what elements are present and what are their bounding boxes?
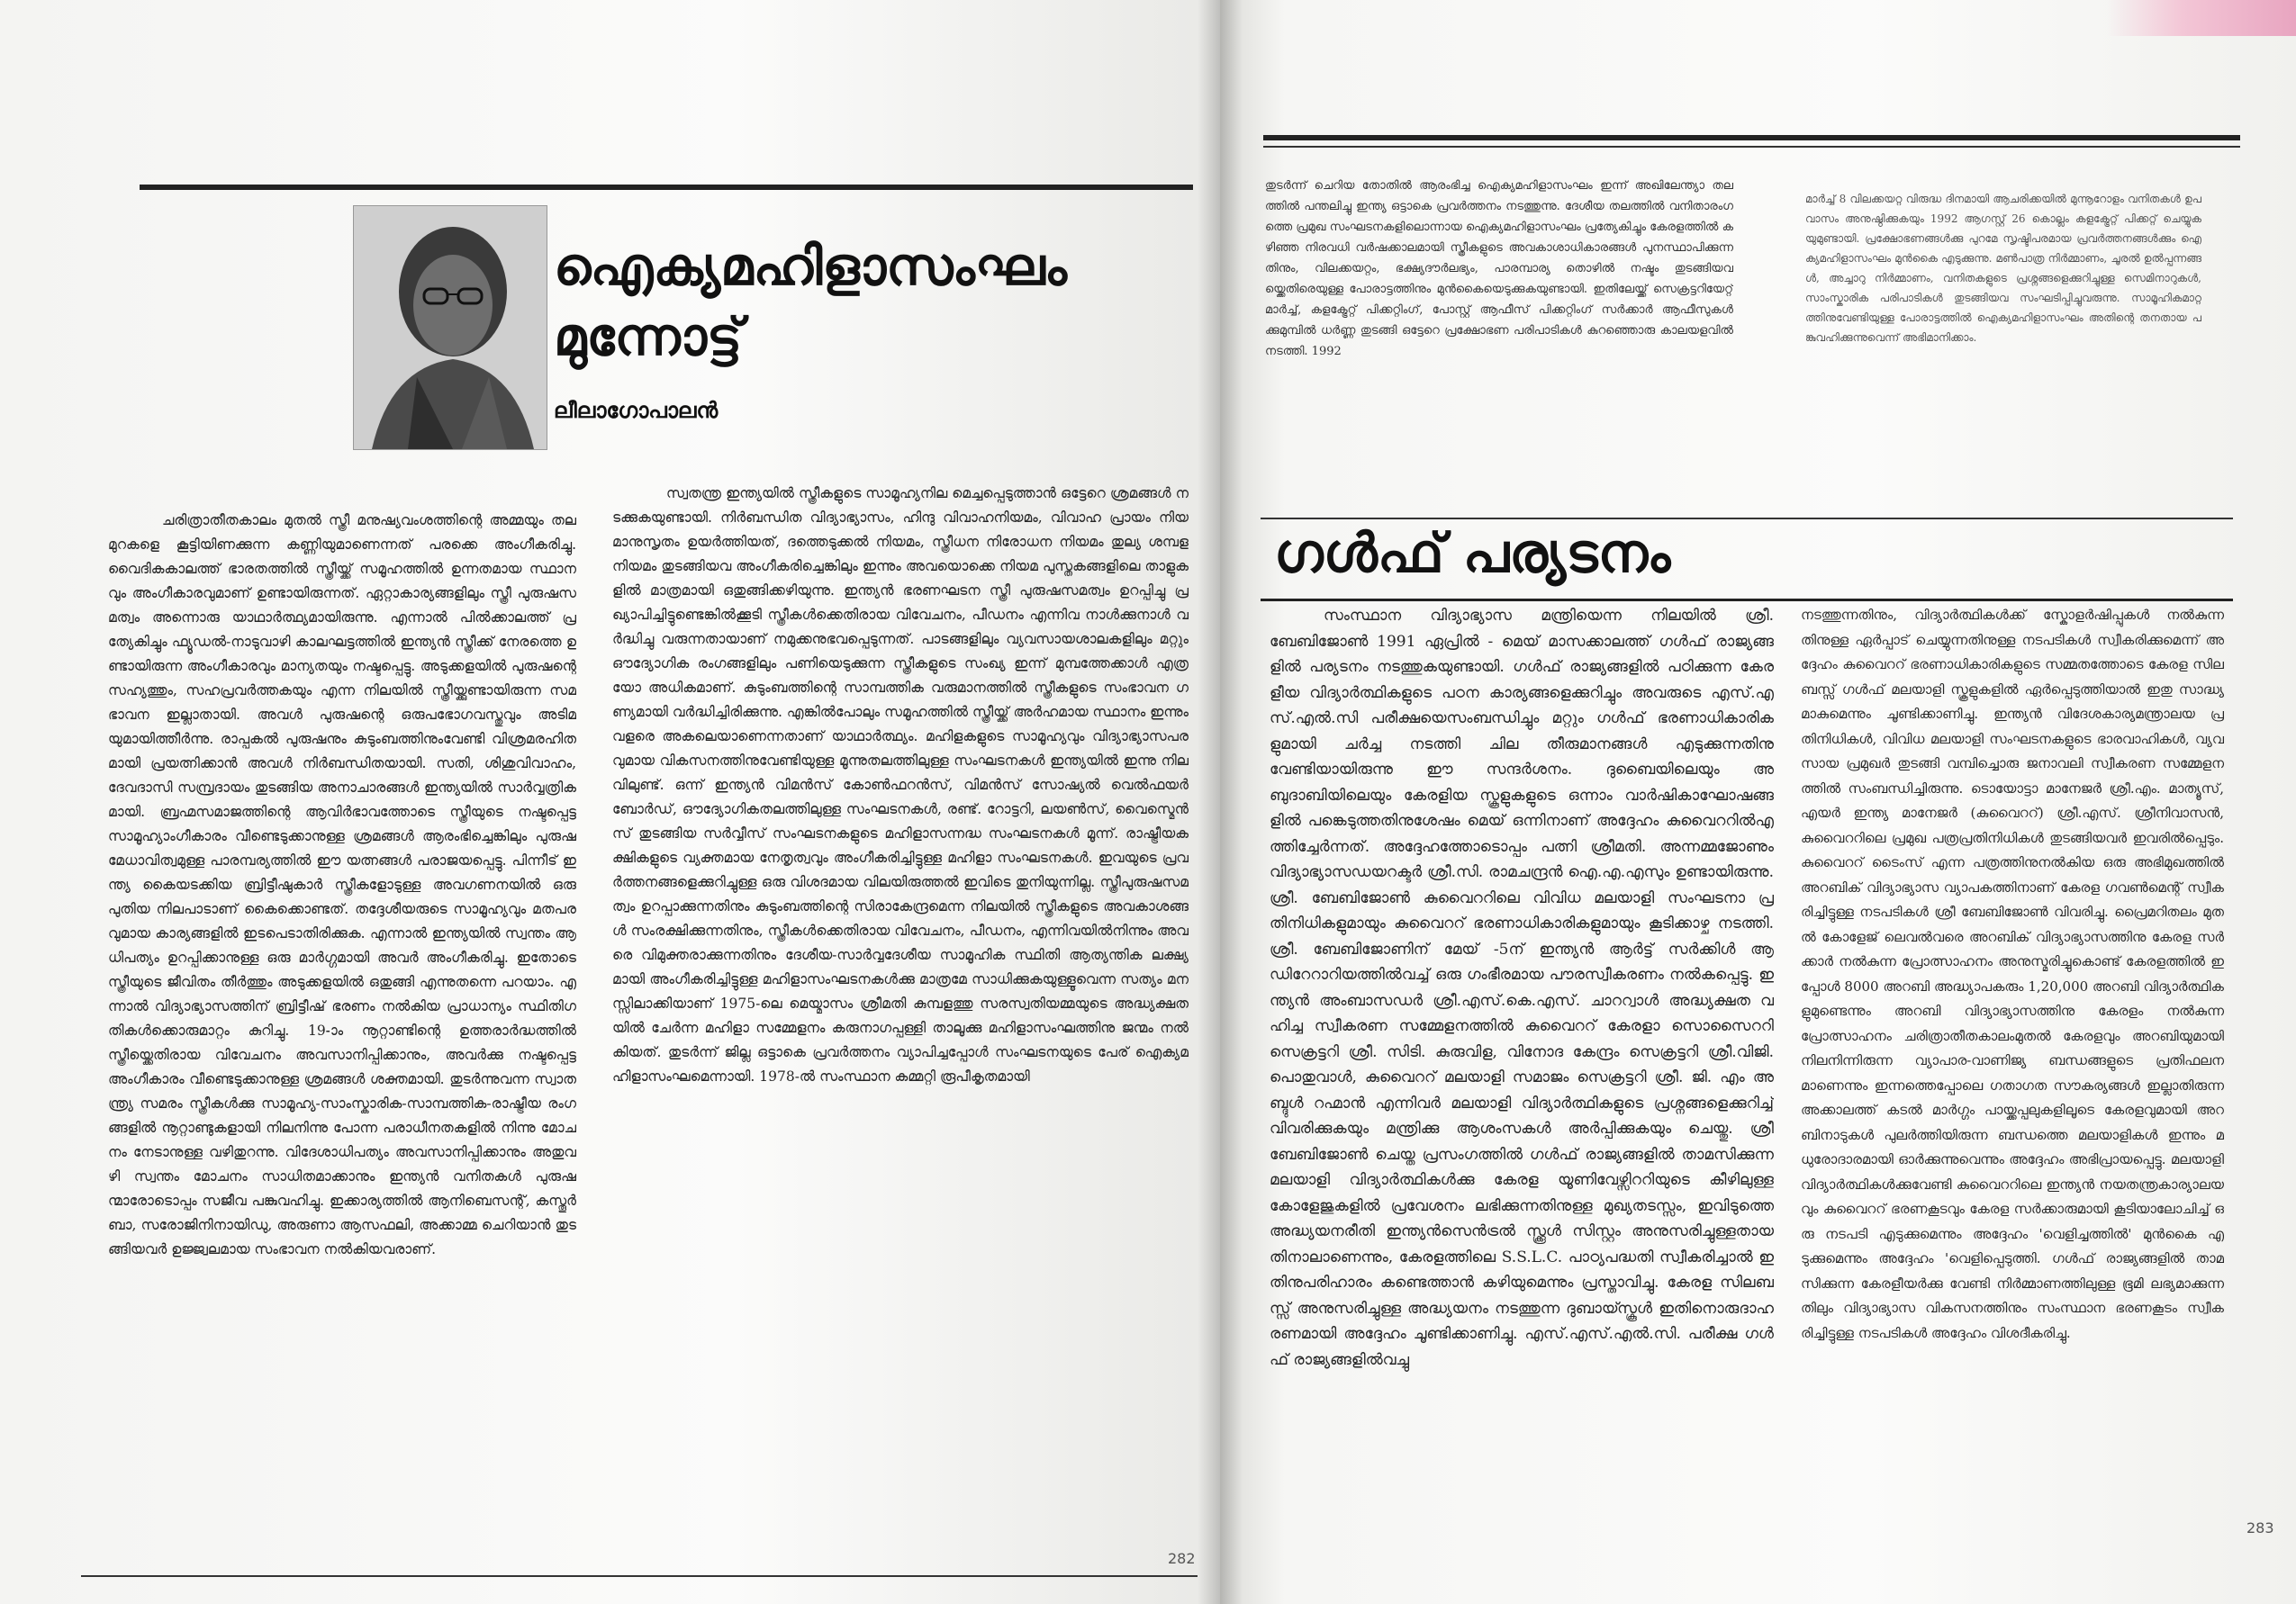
right-top-column-2-text: മാർച്ച് 8 വിലക്കയറ്റ വിരുദ്ധ ദിനമായി ആചരിക്കയിൽ മുന്നൂറോളം വനിതകൾ ഉപവാസം അനുഷ്ഠിക്കുകയും 1992 ആഗസ്റ്റ് 26 കൊല്ലം കളക്ട്രേറ്റ് പിക്കറ്റ് ചെയ്യുകയുമുണ്ടായി. പ്രക്ഷോഭണങ്ങൾക്കു പുറമേ സൃഷ്ടിപരമായ പ്രവർത്തനങ്ങൾക്കും ഐക്യമഹിളാസംഘം മുൻകൈ എടുക്കുന്നു. മൺപാത്ര നിർമ്മാണം, ചൂരൽ ഉൽപ്പന്നങ്ങൾ, അച്ചാറു നിർമ്മാണം, വനിതകളുടെ പ്രശ്നങ്ങളെക്കുറിച്ചുള്ള സെമിനാറുകൾ, സാംസ്കാരിക പരിപാടികൾ തുടങ്ങിയവ സംഘടിപ്പിച്ചുവരുന്നു. സാമൂഹികമാറ്റത്തിനുവേണ്ടിയുള്ള പോരാട്ടത്തിൽ ഐക്യമഹിളാസംഘം അതിന്റെ തനതായ പങ്കുവഹിക്കുന്നുവെന്ന് അഭിമാനിക്കാം.	[1805, 193, 2201, 344]
right-top-column-1-text: തുടർന്ന് ചെറിയ തോതിൽ ആരംഭിച്ച ഐക്യമഹിളാസംഘം ഇന്ന് അഖിലേന്ത്യാ തലത്തിൽ പന്തലിച്ചു ഇന്ത്യ ഒട്ടാകെ പ്രവർത്തനം നടത്തുന്നു. ദേശീയ തലത്തിൽ വനിതാരംഗത്തെ പ്രമുഖ സംഘടനകളിലൊന്നായ ഐക്യമഹിളാസംഘം പ്രത്യേകിച്ചും കേരളത്തിൽ കഴിഞ്ഞ നിരവധി വർഷക്കാലമായി സ്ത്രീകളുടെ അവകാശാധികാരങ്ങൾ പുനസ്ഥാപിക്കുന്നതിനും, വിലക്കയറ്റം, ഭക്ഷ്യദൗർലഭ്യം, പാരമ്പാര്യ തൊഴിൽ നഷ്ടം തുടങ്ങിയവയ്ക്കെതിരെയുള്ള പോരാട്ടത്തിനും മുൻകൈയെടുക്കുകയുണ്ടായി. ഇതിലേയ്ക്ക് സെക്രട്ടറിയേറ്റ് മാർച്ച്, കളക്ട്രേറ്റ് പിക്കറ്റിംഗ്, പോസ്റ്റ് ആഫീസ് പിക്കറ്റിംഗ് സർക്കാർ ആഫീസുകൾക്കുമുമ്പിൽ ധർണ്ണ തുടങ്ങി ഒട്ടേറെ പ്രക്ഷോഭണ പരിപാടികൾ കുറഞ്ഞൊരു കാലയളവിൽ നടത്തി. 1992	[1265, 179, 1733, 358]
left-column-2	[612, 482, 1189, 1544]
book-gutter	[1198, 0, 1243, 1604]
left-column-1	[108, 509, 576, 1571]
right-page	[1220, 0, 2296, 1604]
author-portrait-image	[354, 206, 547, 449]
right-top-rule-thin	[1263, 146, 2240, 148]
article-title-line1: ഐക്യമഹിളാസംഘം	[554, 236, 1067, 297]
background-pink-corner	[2107, 0, 2296, 36]
right-column-2	[1801, 603, 2224, 1539]
byline: ലീലാഗോപാലൻ	[554, 398, 719, 423]
right-top-column-1	[1265, 176, 1733, 504]
author-photo	[353, 205, 547, 450]
article-title	[554, 236, 1067, 367]
left-column-1-text: ചരിത്രാതീതകാലം മുതൽ സ്ത്രീ മനുഷ്യവംശത്തിന്റെ അമ്മയും തലമുറകളെ കൂട്ടിയിണക്കുന്ന കണ്ണിയുമാണെന്നത് പരക്കെ അംഗീകരിച്ചു. വൈദികകാലത്ത് ഭാരതത്തിൽ സ്ത്രീയ്ക്ക് സമൂഹത്തിൽ ഉന്നതമായ സ്ഥാനവും അംഗീകാരവുമാണ് ഉണ്ടായിരുന്നത്. ഏറ്റാകാര്യങ്ങളിലും സ്ത്രീ പുരുഷസമത്വം അന്നൊരു യാഥാർത്ഥ്യമായിരുന്നു. എന്നാൽ പിൽക്കാലത്ത് പ്രത്യേകിച്ചും ഫ്യൂഡൽ-നാടുവാഴി കാലഘട്ടത്തിൽ ഇന്ത്യൻ സ്ത്രീക്ക് നേരത്തെ ഉണ്ടായിരുന്ന അംഗീകാരവും മാന്യതയും നഷ്ടപ്പെട്ടു. അടുക്കളയിൽ പുരുഷന്റെ സഹ്യത്തും, സഹപ്രവർത്തകയും എന്ന നിലയിൽ സ്ത്രീയ്ക്കുണ്ടായിരുന്ന സമഭാവന ഇല്ലാതായി. അവൾ പുരുഷന്റെ ഒരുപഭോഗവസ്തുവും അടിമയുമായിത്തീർന്നു. രാപ്പകൽ പുരുഷനും കുടുംബത്തിനുംവേണ്ടി വിശ്രമരഹിതമായി പ്രയത്നിക്കാൻ അവൾ നിർബന്ധിതയായി. സതി, ശിശുവിവാഹം, ദേവദാസി സമ്പ്രദായം തുടങ്ങിയ അനാചാരങ്ങൾ ഇന്ത്യയിൽ സാർവ്വത്രികമായി. ബ്രഹ്മസമാജത്തിന്റെ ആവിർഭാവത്തോടെ സ്ത്രീയുടെ നഷ്ടപ്പെട്ട സാമൂഹ്യാംഗീകാരം വീണ്ടെടുക്കാനുള്ള ശ്രമങ്ങൾ ആരംഭിച്ചെങ്കിലും പുരുഷമേധാവിത്വമുള്ള പാരമ്പര്യത്തിൽ ഈ യത്നങ്ങൾ പരാജയപ്പെട്ടു. പിന്നീട് ഇന്ത്യ കൈയടക്കിയ ബ്രിട്ടീഷുകാർ സ്ത്രീകളോടുള്ള അവഗണനയിൽ ഒരു പുതിയ നിലപാടാണ് കൈക്കൊണ്ടത്. തദ്ദേശീയരുടെ സാമൂഹ്യവും മതപരവുമായ കാര്യങ്ങളിൽ ഇടപെടാതിരിക്കുക. എന്നാൽ ഇന്ത്യയിൽ സ്വന്തം ആധിപത്യം ഉറപ്പിക്കാനുള്ള ഒരു മാർഗ്ഗമായി അവർ അംഗീകരിച്ചു. ഇതോടെ സ്ത്രീയുടെ ജീവിതം തീർത്തും അടുക്കളയിൽ ഒതുങ്ങി എന്നുതന്നെ പറയാം. എന്നാൽ വിദ്യാഭ്യാസത്തിന് ബ്രിട്ടീഷ് ഭരണം നൽകിയ പ്രാധാന്യം സ്ഥിതിഗതികൾക്കൊരുമാറ്റം കുറിച്ചു. 19-ാം നൂറ്റാണ്ടിന്റെ ഉത്തരാർദ്ധത്തിൽ സ്ത്രീയ്ക്കെതിരായ വിവേചനം അവസാനിപ്പിക്കാനും, അവർക്കു നഷ്ടപ്പെട്ട അംഗീകാരം വീണ്ടെടുക്കാനുള്ള ശ്രമങ്ങൾ ശക്തമായി. തുടർന്നുവന്ന സ്വാതന്ത്ര്യ സമരം സ്ത്രീകൾക്കു സാമൂഹ്യ-സാംസ്കാരിക-സാമ്പത്തിക-രാഷ്ട്രീയ രംഗങ്ങളിൽ നൂറ്റാണ്ടുകളായി നിലനിന്നു പോന്ന പരാധീനതകളിൽ നിന്നു മോചനം നേടാനുള്ള വഴിതുറന്നു. വിദേശാധിപത്യം അവസാനിപ്പിക്കാനും അതുവഴി സ്വന്തം മോചനം സാധിതമാക്കാനും ഇന്ത്യൻ വനിതകൾ പുരുഷന്മാരോടൊപ്പം സജീവ പങ്കുവഹിച്ചു. ഇക്കാര്യത്തിൽ ആനിബെസന്റ്, കസ്തൂർബാ, സരോജിനിനായിഡു, അരുണാ ആസഫലി, അക്കാമ്മ ചെറിയാൻ തുടങ്ങിയവർ ഉജ്ജ്വലമായ സംഭാവന നൽകിയവരാണ്.	[108, 512, 576, 1257]
left-bottom-rule	[81, 1575, 1198, 1577]
section-title: ഗൾഫ് പര്യടനം	[1274, 522, 1671, 585]
right-column-1-text: സംസ്ഥാന വിദ്യാഭ്യാസ മന്ത്രിയെന്ന നിലയിൽ ശ്രീ. ബേബിജോൺ 1991 ഏപ്രിൽ - മെയ് മാസക്കാലത്ത് ഗൾഫ് രാജ്യങ്ങളിൽ പര്യടനം നടത്തുകയുണ്ടായി. ഗൾഫ് രാജ്യങ്ങളിൽ പഠിക്കുന്ന കേരളീയ വിദ്യാർത്ഥികളുടെ പഠന കാര്യങ്ങളെക്കുറിച്ചും അവരുടെ എസ്.എസ്.എൽ.സി പരീക്ഷയെസംബന്ധിച്ചും മറ്റും ഗൾഫ് ഭരണാധികാരികളുമായി ചർച്ച നടത്തി ചില തീരുമാനങ്ങൾ എടുക്കുന്നതിനു വേണ്ടിയായിരുന്നു ഈ സന്ദർശനം. ദുബൈയിലെയും അബുദാബിയിലെയും കേരളിയ സ്കൂളുകളുടെ ഒന്നാം വാർഷികാഘോഷങ്ങളിൽ പങ്കെടുത്തതിനുശേഷം മെയ് ഒന്നിനാണ് അദ്ദേഹം കുവൈററിൽഎത്തിച്ചേർന്നത്. അദ്ദേഹത്തോടൊപ്പം പത്നി ശ്രീമതി. അന്നമ്മജോണും വിദ്യാഭ്യാസഡയറക്ടർ ശ്രീ.സി. രാമചന്ദ്രൻ ഐ.എ.എസും ഉണ്ടായിരുന്നു. ശ്രീ. ബേബിജോൺ കുവൈററിലെ വിവിധ മലയാളി സംഘടനാ പ്രതിനിധികളുമായും കുവൈററ് ഭരണാധികാരികളുമായും കൂടിക്കാഴ്ച നടത്തി. ശ്രീ. ബേബിജോണിന് മേയ് -5ന് ഇന്ത്യൻ ആർട്ട് സർക്കിൾ ആഡിറേറാറിയത്തിൽവച്ച് ഒരു ഗംഭീരമായ പൗരസ്വീകരണം നൽകപ്പെട്ടു. ഇന്ത്യൻ അംബാസഡർ ശ്രീ.എസ്.കെ.എസ്. ചാററ്വാൾ അദ്ധ്യക്ഷത വഹിച്ച സ്വീകരണ സമ്മേളനത്തിൽ കുവൈററ് കേരളാ സൊസൈററി സെക്രട്ടറി ശ്രീ. സിടി. കുരുവിള, വിനോദ കേന്ദ്രം സെക്രട്ടറി ശ്രീ.വിജി. പൊതുവാൾ, കുവൈററ് മലയാളി സമാജം സെക്രട്ടറി ശ്രീ. ജി. എം അബ്ദുൾ റഹ്മാൻ എന്നിവർ മലയാളി വിദ്യാർത്ഥികളുടെ പ്രശ്നങ്ങളെക്കുറിച്ച് വിവരിക്കുകയും മന്ത്രിക്കു ആശംസകൾ അർപ്പിക്കുകയും ചെയ്തു. ശ്രീ ബേബിജോൺ ചെയ്ത പ്രസംഗത്തിൽ ഗൾഫ് രാജ്യങ്ങളിൽ താമസിക്കുന്ന മലയാളി വിദ്യാർത്ഥികൾക്കു കേരള യൂണിവേഴ്സിററിയുടെ കീഴിലുള്ള കോളേജുകളിൽ പ്രവേശനം ലഭിക്കുന്നതിനുള്ള മുഖ്യതടസ്സം, ഇവിടുത്തെ അദ്ധ്യയനരീതി ഇന്ത്യൻസെൻട്രൽ സ്ക്കൂൾ സിസ്റ്റം അനുസരിച്ചുള്ളതായതിനാലാണെന്നും, കേരളത്തിലെ S.S.L.C. പാഠ്യപദ്ധതി സ്വീകരിച്ചാൽ ഇതിനുപരിഹാരം കണ്ടെത്താൻ കഴിയുമെന്നും പ്രസ്താവിച്ചു. കേരള സിലബസ്സ് അനുസരിച്ചുള്ള അദ്ധ്യയനം നടത്തുന്ന ദുബായ്സ്കൂൾ ഇതിനൊരുദാഹരണമായി അദ്ദേഹം ചൂണ്ടിക്കാണിച്ചു. എസ്.എസ്.എൽ.സി. പരീക്ഷ ഗൾഫ് രാജ്യങ്ങളിൽവച്ചു	[1270, 607, 1774, 1369]
right-title-underline	[1261, 599, 2233, 601]
right-top-column-2	[1805, 189, 2201, 509]
article-title-line2: മുന്നോട്ട്	[554, 305, 743, 367]
right-column-2-text: നടത്തുന്നതിനും, വിദ്യാർത്ഥികൾക്ക് സ്കോളർഷിപ്പുകൾ നൽകുന്നതിനുള്ള ഏർപ്പാട് ചെയ്യുന്നതിനുള്ള നടപടികൾ സ്വീകരിക്കുമെന്ന് അദ്ദേഹം കുവൈററ് ഭരണാധികാരികളുടെ സമ്മതത്തോടെ കേരള സിലബസ്സ് ഗൾഫ് മലയാളി സ്കൂളുകളിൽ ഏർപ്പെടുത്തിയാൽ ഇതു സാദ്ധ്യമാകുമെന്നും ചൂണ്ടിക്കാണിച്ചു. ഇന്ത്യൻ വിദേശകാര്യമന്ത്രാലയ പ്രതിനിധികൾ, വിവിധ മലയാളി സംഘടനകളുടെ ഭാരവാഹികൾ, വ്യവസായ പ്രമുഖർ തുടങ്ങി വമ്പിച്ചൊരു ജനാവലി സ്വീകരണ സമ്മേളനത്തിൽ സംബന്ധിച്ചിരുന്നു. ടൊയോട്ടാ മാനേജർ ശ്രീ.എം. മാത്യൂസ്, എയർ ഇന്ത്യ മാനേജർ (കുവൈററ്) ശ്രീ.എസ്. ശ്രീനിവാസൻ, കുവൈററിലെ പ്രമുഖ പത്രപ്രതിനിധികൾ തുടങ്ങിയവർ ഇവരിൽപ്പെടും. കുവൈററ് ടൈംസ് എന്ന പത്രത്തിനുനൽകിയ ഒരു അഭിമുഖത്തിൽ അറബിക് വിദ്യാഭ്യാസ വ്യാപകത്തിനാണ് കേരള ഗവൺമെന്റ് സ്വീകരിച്ചിട്ടുള്ള നടപടികൾ ശ്രീ ബേബിജോൺ വിവരിച്ചു. പ്രൈമറിതലം മുതൽ കോളേജ് ലെവൽവരെ അറബിക് വിദ്യാഭ്യാസത്തിനു കേരള സർക്കാർ നൽകുന്ന പ്രോത്സാഹനം അനുസ്മരിച്ചുകൊണ്ട് കേരളത്തിൽ ഇപ്പോൾ 8000 അറബി അദ്ധ്യാപകരും 1,20,000 അറബി വിദ്യാർത്ഥികളുമുണ്ടെന്നും അറബി വിദ്യാഭ്യാസത്തിനു കേരളം നൽകുന്ന പ്രോത്സാഹനം ചരിത്രാതീതകാലംമുതൽ കേരളവും അറബിയുമായി നിലനിന്നിരുന്ന വ്യാപാര-വാണിജ്യ ബന്ധങ്ങളുടെ പ്രതിഫലനമാണെന്നും ഇന്നത്തെപ്പോലെ ഗതാഗത സൗകര്യങ്ങൾ ഇല്ലാതിരുന്ന അക്കാലത്ത് കടൽ മാർഗ്ഗം പായ്ക്കപ്പലുകളിലൂടെ കേരളവുമായി അറബിനാടുകൾ പുലർത്തിയിരുന്ന ബന്ധത്തെ മലയാളികൾ ഇന്നും മധുരോദാരമായി ഓർക്കുന്നുവെന്നും അദ്ദേഹം അഭിപ്രായപ്പെട്ടു. മലയാളി വിദ്യാർത്ഥികൾക്കുവേണ്ടി കുവൈററിലെ ഇന്ത്യൻ നയതന്ത്രകാര്യാലയവും കുവൈററ് ഭരണകൂടവും കേരള സർക്കാരുമായി കൂടിയാലോചിച്ച് ഒരു നടപടി എടുക്കുമെന്നും അദ്ദേഹം 'വെളിച്ചത്തിൽ' മുൻകൈ എടുക്കുമെന്നും അദ്ദേഹം 'വെളിപ്പെടുത്തി. ഗൾഫ് രാജ്യങ്ങളിൽ താമസിക്കുന്ന കേരളീയർക്കു വേണ്ടി നിർമ്മാണത്തിലുള്ള ഭൂമി ലഭ്യമാക്കുന്നതിലും വിദ്യാഭ്യാസ വികസനത്തിനും സംസ്ഥാന ഭരണകൂടം സ്വീകരിച്ചിട്ടുള്ള നടപടികൾ അദ്ദേഹം വിശദീകരിച്ചു.	[1801, 607, 2224, 1341]
left-page-number: 282	[1168, 1550, 1196, 1567]
right-mid-rule	[1261, 518, 2233, 519]
right-top-rule	[1263, 135, 2240, 140]
left-column-2-text: സ്വതന്ത്ര ഇന്ത്യയിൽ സ്ത്രീകളുടെ സാമൂഹ്യനില മെച്ചപ്പെടുത്താൻ ഒട്ടേറെ ശ്രമങ്ങൾ നടക്കുകയുണ്ടായി. നിർബന്ധിത വിദ്യാഭ്യാസം, ഹിന്ദു വിവാഹനിയമം, വിവാഹ പ്രായം നിയമാനുസൃതം ഉയർത്തിയത്, ദത്തെടുക്കൽ നിയമം, സ്ത്രീധന നിരോധന നിയമം തുല്യ ശമ്പള നിയമം തുടങ്ങിയവ അംഗീകരിച്ചെങ്കിലും ഇന്നും അവയൊക്കെ നിയമ പുസ്തകങ്ങളിലെ താളുകളിൽ മാത്രമായി ഒതുങ്ങിക്കഴിയുന്നു. ഇന്ത്യൻ ഭരണഘടന സ്ത്രീ പുരുഷസമത്വം ഉറപ്പിച്ചു പ്രഖ്യാപിച്ചിട്ടുണ്ടെങ്കിൽക്കൂടി സ്ത്രീകൾക്കെതിരായ വിവേചനം, പീഡനം എന്നിവ നാൾക്കുനാൾ വർദ്ധിച്ചു വരുന്നതായാണ് നമുക്കനുഭവപ്പെടുന്നത്. പാടങ്ങളിലും വ്യവസായശാലകളിലും മറ്റും ഔദ്യോഗിക രംഗങ്ങളിലും പണിയെടുക്കുന്ന സ്ത്രീകളുടെ സംഖ്യ ഇന്ന് മുമ്പത്തേക്കാൾ എത്രയോ അധികമാണ്. കുടുംബത്തിന്റെ സാമ്പത്തിക വരുമാനത്തിൽ സ്ത്രീകളുടെ സംഭാവന ഗണ്യമായി വർദ്ധിച്ചിരിക്കുന്നു. എങ്കിൽപോലും സമൂഹത്തിൽ സ്ത്രീയ്ക്ക് അർഹമായ സ്ഥാനം ഇന്നും വളരെ അകലെയാണെന്നതാണ് യാഥാർത്ഥ്യം. മഹിളകളുടെ സാമൂഹ്യവും വിദ്യാഭ്യാസപരവുമായ വികസനത്തിനുവേണ്ടിയുള്ള മൂന്നുതലത്തിലുള്ള സംഘടനകൾ ഇന്ത്യയിൽ ഇന്നു നിലവിലുണ്ട്. ഒന്ന് ഇന്ത്യൻ വിമൻസ് കോൺഫറൻസ്, വിമൻസ് സോഷ്യൽ വെൽഫയർ ബോർഡ്, ഔദ്യോഗികതലത്തിലുള്ള സംഘടനകൾ, രണ്ട്. റോട്ടറി, ലയൺസ്, വൈസ്മെൻസ് തുടങ്ങിയ സർവ്വീസ് സംഘടനകളുടെ മഹിളാസന്നദ്ധ സംഘടനകൾ മൂന്ന്. രാഷ്ട്രീയകക്ഷികളുടെ വ്യക്തമായ നേതൃത്വവും അംഗീകരിച്ചിട്ടുള്ള മഹിളാ സംഘടനകൾ. ഇവയുടെ പ്രവർത്തനങ്ങളെക്കുറിച്ചുള്ള ഒരു വിശദമായ വിലയിരുത്തൽ ഇവിടെ തുനിയുന്നില്ല. സ്ത്രീപുരുഷസമത്വം ഉറപ്പാക്കുന്നതിനും കുടുംബത്തിന്റെ സിരാകേന്ദ്രമെന്ന നിലയിൽ സ്ത്രീകളുടെ അവകാശങ്ങൾ സംരക്ഷിക്കുന്നതിനും, സ്ത്രീകൾക്കെതിരായ വിവേചനം, പീഡനം, എന്നിവയിൽനിന്നും അവരെ വിമുക്തരാക്കുന്നതിനും ദേശീയ-സാർവ്വദേശീയ സാമൂഹിക സ്ഥിതി ആത്യന്തിക ലക്ഷ്യമായി അംഗീകരിച്ചിട്ടുള്ള മഹിളാസംഘടനകൾക്കു മാത്രമേ സാധിക്കുകയുള്ളൂവെന്ന സത്യം മനസ്സിലാക്കിയാണ് 1975-ലെ മെയ്മാസം ശ്രീമതി കുമ്പളത്തു സരസ്വതിയമ്മയുടെ അദ്ധ്യക്ഷതയിൽ ചേർന്ന മഹിളാ സമ്മേളനം കരുനാഗപ്പള്ളി താലൂക്കു മഹിളാസംഘത്തിനു ജന്മം നൽകിയത്. തുടർന്ന് ജില്ല ഒട്ടാകെ പ്രവർത്തനം വ്യാപിച്ചപ്പോൾ സംഘടനയുടെ പേര് ഐക്യമഹിളാസംഘമെന്നായി. 1978-ൽ സംസ്ഥാന കമ്മറ്റി രൂപീകൃതമായി	[612, 485, 1189, 1085]
left-top-rule	[140, 185, 1193, 190]
right-page-number: 283	[2246, 1519, 2274, 1536]
right-column-1	[1270, 603, 1774, 1539]
